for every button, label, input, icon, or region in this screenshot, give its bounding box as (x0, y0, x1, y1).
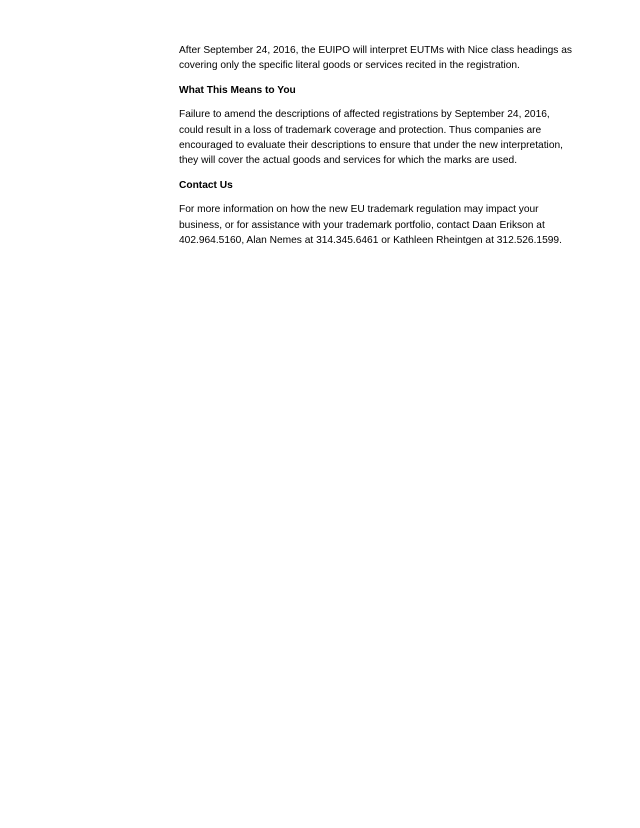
intro-paragraph (179, 43, 579, 74)
text-line: business, or for assistance with your trademark portfolio, contact Daan Erikson at (179, 219, 545, 231)
section-heading-what-this-means: What This Means to You (179, 84, 296, 96)
text-line: encouraged to evaluate their descriptions to ensure that under the new interpretation, (179, 140, 563, 152)
section-paragraph-what-this-means (179, 107, 579, 169)
text-line: covering only the specific literal goods or services recited in the registration. (179, 60, 520, 72)
text-line: could result in a loss of trademark coverage and protection. Thus companies are (179, 124, 542, 136)
text-line: For more information on how the new EU trademark regulation may impact your (179, 204, 539, 216)
text-line: 402.964.5160, Alan Nemes at 314.345.6461 or Kathleen Rheintgen at 312.526.1599. (179, 235, 562, 247)
text-line: Failure to amend the descriptions of affected registrations by September 24, 2016, (179, 109, 550, 121)
section-paragraph-contact-us (179, 202, 579, 248)
text-line: After September 24, 2016, the EUIPO will interpret EUTMs with Nice class headings as (179, 45, 572, 56)
section-heading-contact-us: Contact Us (179, 179, 233, 191)
text-line: they will cover the actual goods and services for which the marks are used. (179, 155, 518, 167)
document-page (179, 43, 579, 248)
